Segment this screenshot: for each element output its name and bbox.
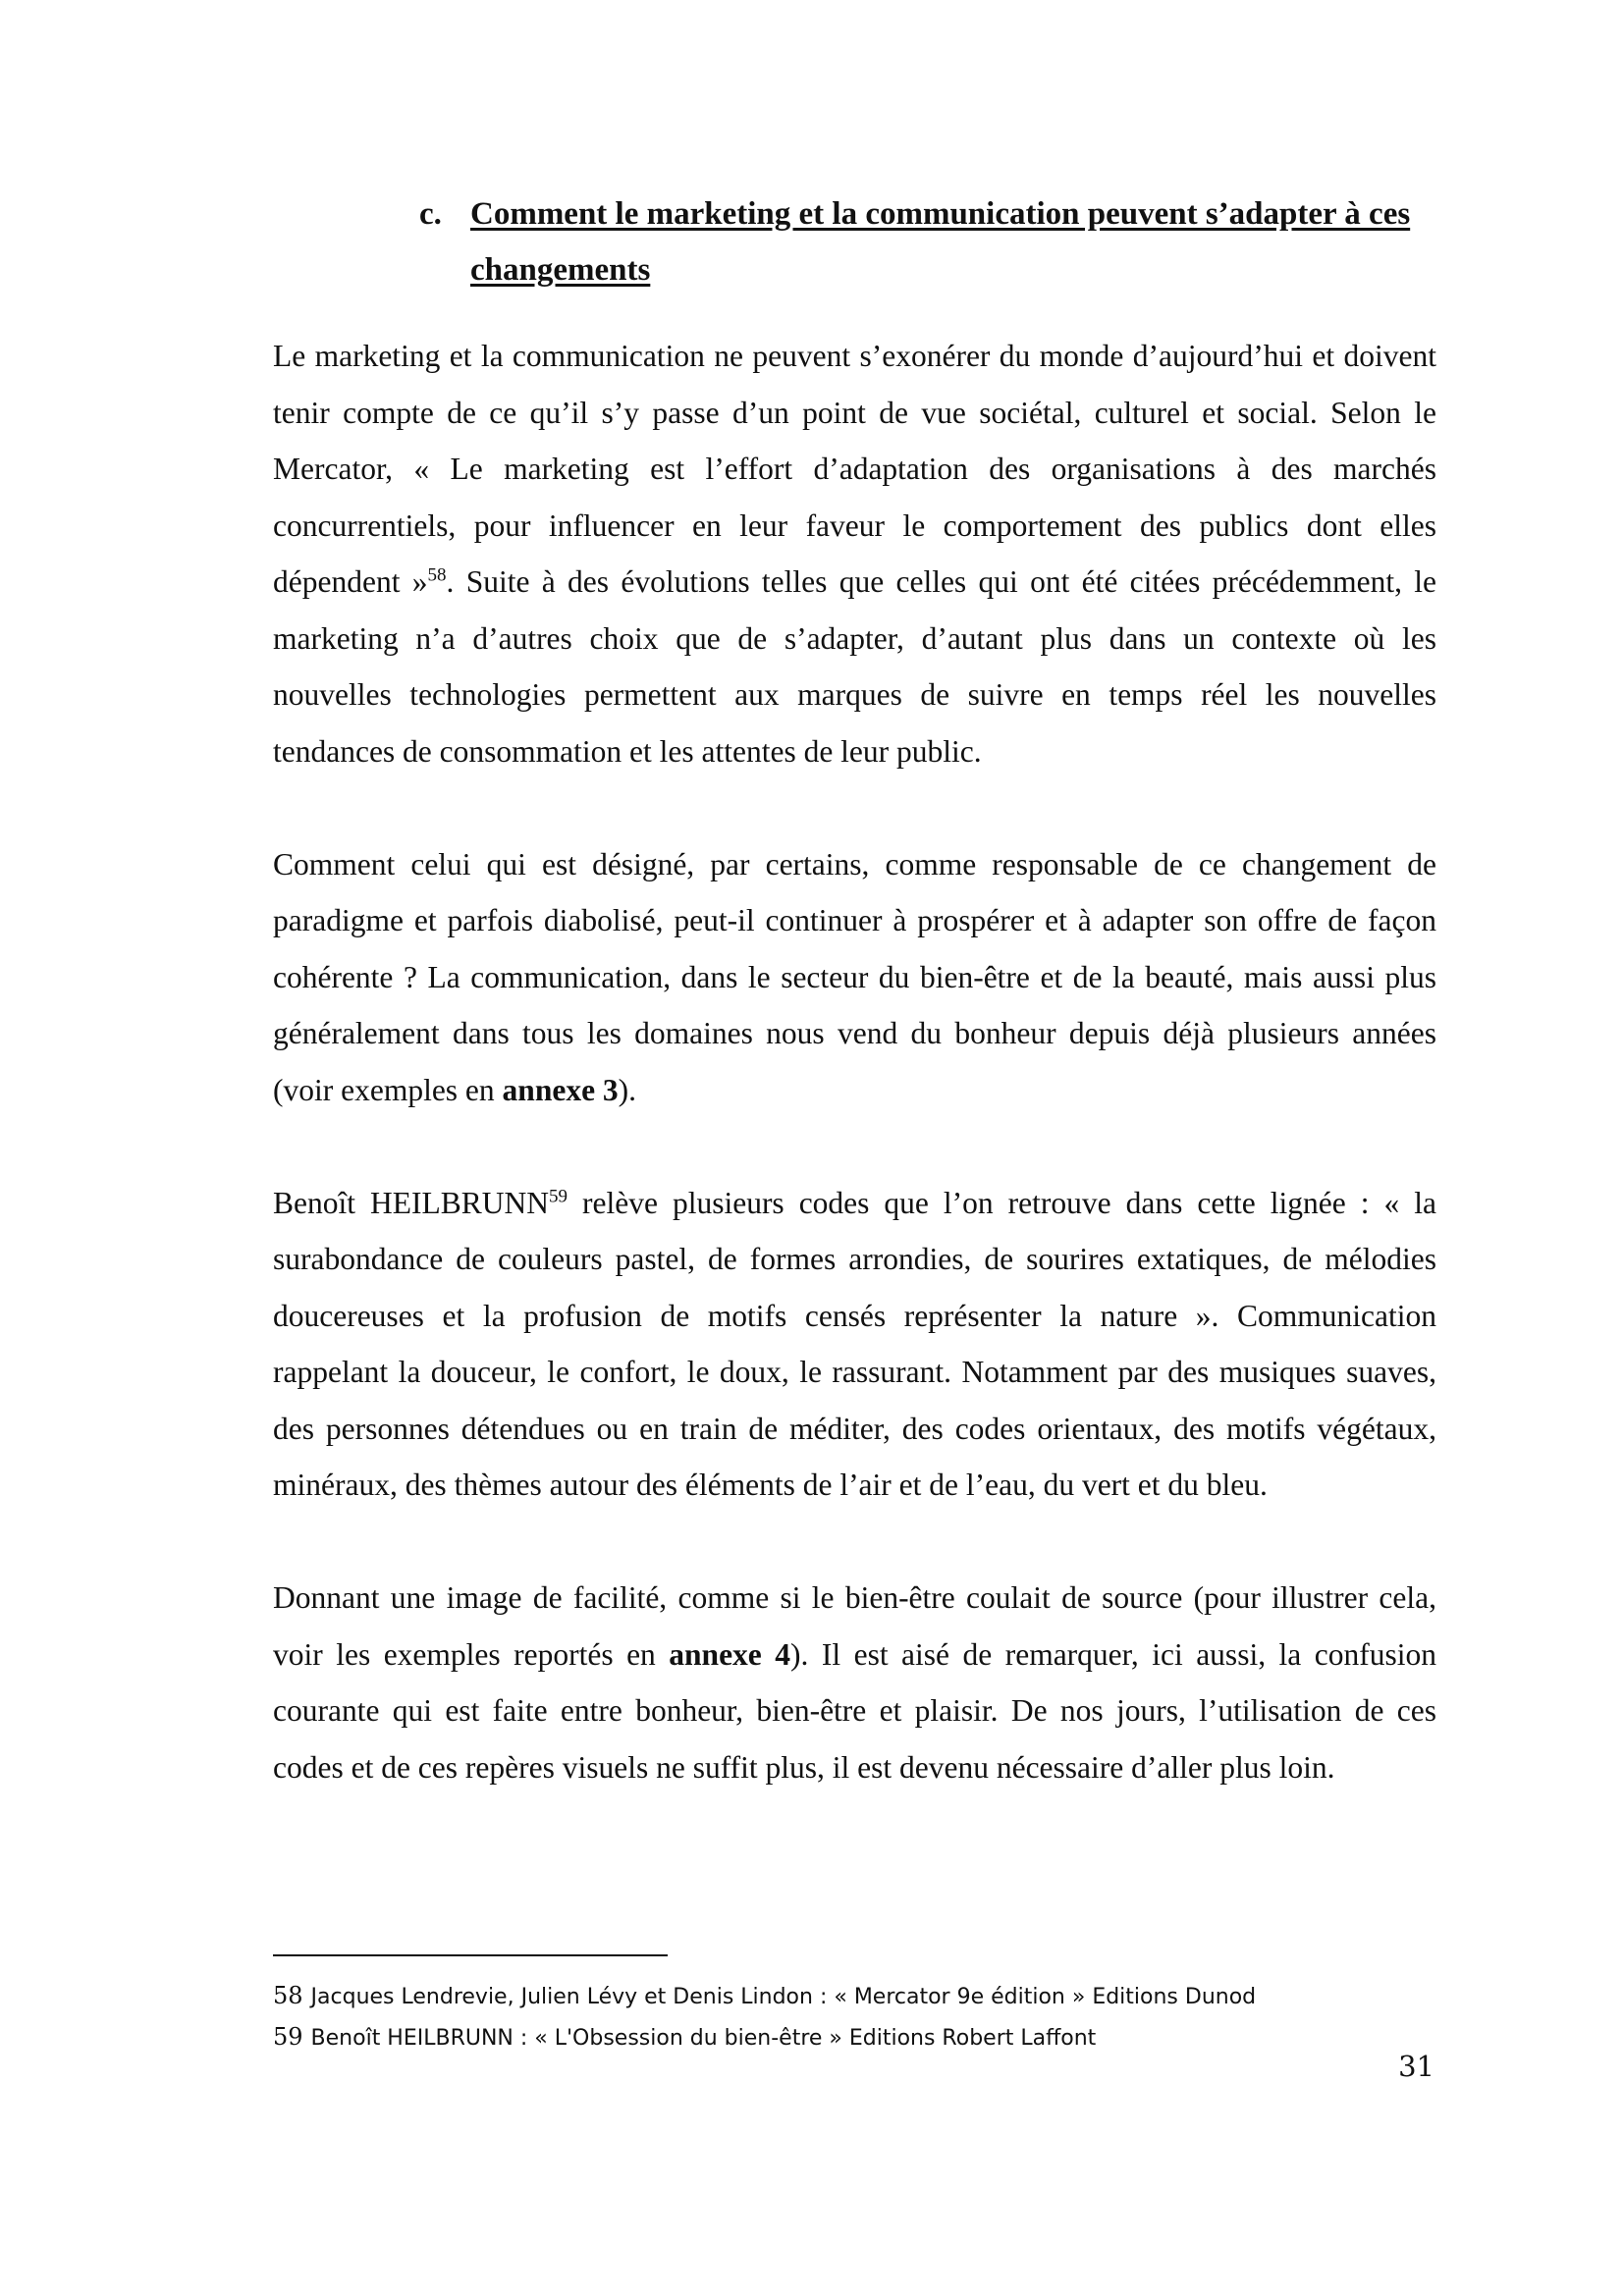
footnote-58: [273, 1976, 1436, 2017]
paragraph-2-text-b: ).: [618, 1072, 637, 1107]
paragraph-1-text-b: . Suite à des évolutions telles que celles qui ont été citées précédemment, le marketing n’a d’autres choix que de s’adapter, d’autant plus dans un contexte où les nouvelles technologies permettent aux marques de suivre en temps réel les nouvelles tendances de consommation et les attentes de leur public.: [273, 564, 1436, 769]
paragraph-4-text-b: ). Il est aisé de remarquer, ici aussi, la confusion courante qui est faite entre bonheur, bien-être et plaisir. De nos jours, l’utilisation de ces codes et de ces repères visuels ne suffit plus, il est devenu nécessaire d’aller plus loin.: [273, 1636, 1437, 1785]
footnote-ref-59[interactable]: 59: [549, 1186, 568, 1206]
section-heading: [273, 187, 1436, 298]
page-number: 31: [1398, 2050, 1434, 2083]
paragraph-4: [273, 1570, 1436, 1795]
section-title: Comment le marketing et la communication peuvent s’adapter à ces changements: [470, 196, 1411, 288]
footnote-text: Jacques Lendrevie, Julien Lévy et Denis Lindon : « Mercator 9e édition » Editions Dunod: [310, 1985, 1257, 2009]
section-marker: c.: [419, 196, 442, 232]
footnote-59: [273, 2017, 1436, 2058]
page-content: [273, 187, 1436, 1795]
paragraph-3: [273, 1175, 1436, 1514]
paragraph-1: [273, 328, 1436, 779]
paragraph-3-text-a: Benoît HEILBRUNN: [273, 1185, 549, 1220]
paragraph-4-text-a: Donnant une image de facilité, comme si le bien-être coulait de source (pour illustrer cela, voir les exemples reportés en: [273, 1580, 1436, 1672]
footnote-number: 59: [273, 2023, 303, 2051]
annex-3-reference: annexe 3: [502, 1072, 619, 1107]
paragraph-1-text-a: Le marketing et la communication ne peuvent s’exonérer du monde d’aujourd’hui et doivent tenir compte de ce qu’il s’y passe d’un point de vue sociétal, culturel et social. Selon le Mercator, « Le marketing est l’effort d’adaptation des organisations à des marchés concurrentiels, pour influencer en leur faveur le comportement des publics dont elles dépendent »: [273, 339, 1436, 599]
annex-4-reference: annexe 4: [669, 1636, 791, 1672]
footnotes: [273, 1976, 1436, 2058]
paragraph-2: [273, 836, 1436, 1119]
footnote-separator: [273, 1954, 668, 1956]
paragraph-2-text-a: Comment celui qui est désigné, par certains, comme responsable de ce changement de paradigme et parfois diabolisé, peut-il continuer à prospérer et à adapter son offre de façon cohérente ? La communication, dans le secteur du bien-être et de la beauté, mais aussi plus généralement dans tous les domaines nous vend du bonheur depuis déjà plusieurs années (voir exemples en: [273, 846, 1436, 1107]
footnote-ref-58[interactable]: 58: [427, 564, 447, 586]
footnote-number: 58: [273, 1982, 303, 2009]
paragraph-3-text-b: relève plusieurs codes que l’on retrouve dans cette lignée : « la surabondance de couleurs pastel, de formes arrondies, de sourires extatiques, de mélodies doucereuses et la profusion de motifs censés représenter la nature ». Communication rappelant la douceur, le confort, le doux, le rassurant. Notamment par des musiques suaves, des personnes détendues ou en train de méditer, des codes orientaux, des motifs végétaux, minéraux, des thèmes autour des éléments de l’air et de l’eau, du vert et du bleu.: [273, 1185, 1437, 1502]
footnote-text: Benoît HEILBRUNN : « L'Obsession du bien-être » Editions Robert Laffont: [310, 2026, 1097, 2051]
